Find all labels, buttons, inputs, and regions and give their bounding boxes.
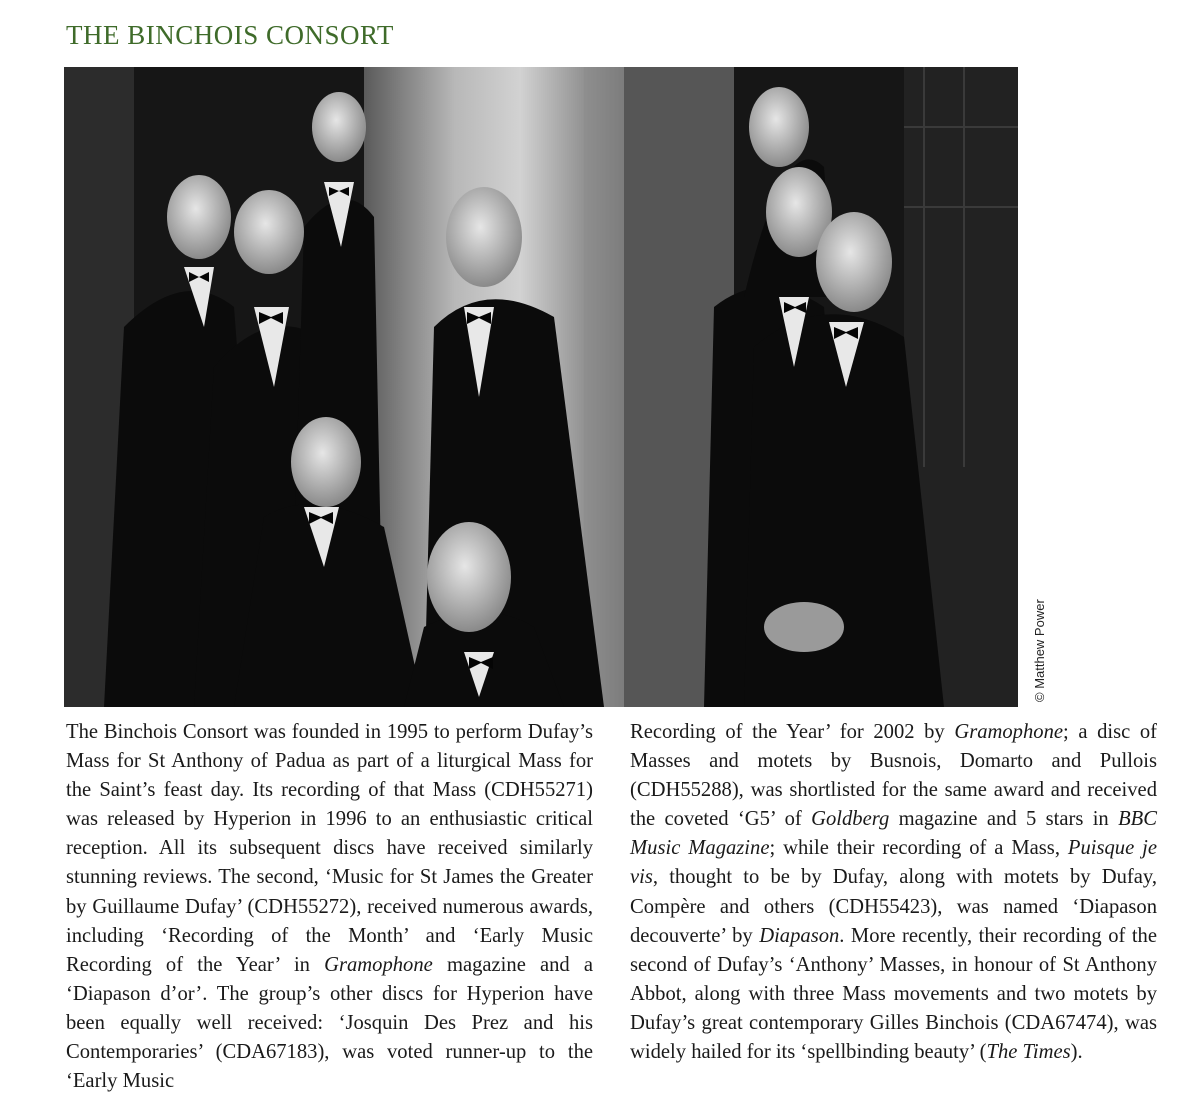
page-heading: THE BINCHOIS CONSORT — [66, 20, 394, 50]
italic-title: Goldberg — [811, 808, 890, 831]
text-run: magazine and a ‘Diapason d’or’. The group’s other discs for Hyperion have been equally well received: ‘Josquin Des Prez and his Contemporaries’ (CDA67183), was voted runner-up to the ‘Early Music — [66, 953, 593, 1093]
text-run: ). — [1070, 1041, 1083, 1064]
italic-title: Gramophone — [324, 953, 433, 976]
italic-title: The Times — [986, 1041, 1071, 1064]
italic-title: Diapason — [759, 924, 840, 947]
text-run: . More recently, their recording of the second of Dufay’s ‘Anthony’ Masses, in honour of St Anthony Abbot, along with three Mass movements and two motets by Dufay’s great contemporary Gilles Binchois (CDA67474), was widely hailed for its ‘spellbinding beauty’ ( — [630, 924, 1157, 1064]
group-photo-illustration — [64, 67, 1018, 707]
body-text-left-column — [66, 718, 593, 1096]
italic-title: Puisque je vis — [630, 837, 1157, 889]
body-text-right-column — [630, 718, 1157, 1067]
text-run: Recording of the Year’ for 2002 by — [630, 721, 955, 743]
text-run: The Binchois Consort was founded in 1995 to perform Dufay’s Mass for St Anthony of Padua as part of a liturgical Mass for the Saint’s feast day. Its recording of that Mass (CDH55271) was released by Hyperion in 1996 to an enthusiastic critical reception. All its subsequent discs have received similarly stunning reviews. The second, ‘Music for St James the Greater by Guillaume Dufay’ (CDH55272), received numerous awards, including ‘Recording of the Month’ and ‘Early Music Recording of the Year’ in — [66, 721, 593, 976]
text-run: ; a disc of Masses and motets by Busnois, Domarto and Pullois (CDH55288), was shortlisted for the same award and received the coveted ‘G5’ of — [630, 721, 1157, 831]
text-run: magazine and 5 stars in — [889, 808, 1119, 831]
italic-title: BBC Music Magazine — [630, 808, 1157, 860]
photo-credit: © Matthew Power — [1032, 599, 1047, 702]
text-run: ; while their recording of a Mass, — [769, 837, 1068, 860]
text-run: , thought to be by Dufay, along with motets by Dufay, Compère and others (CDH55423), was named ‘Diapason decouverte’ by — [630, 866, 1157, 947]
italic-title: Gramophone — [954, 721, 1064, 743]
group-photo — [64, 67, 1018, 707]
